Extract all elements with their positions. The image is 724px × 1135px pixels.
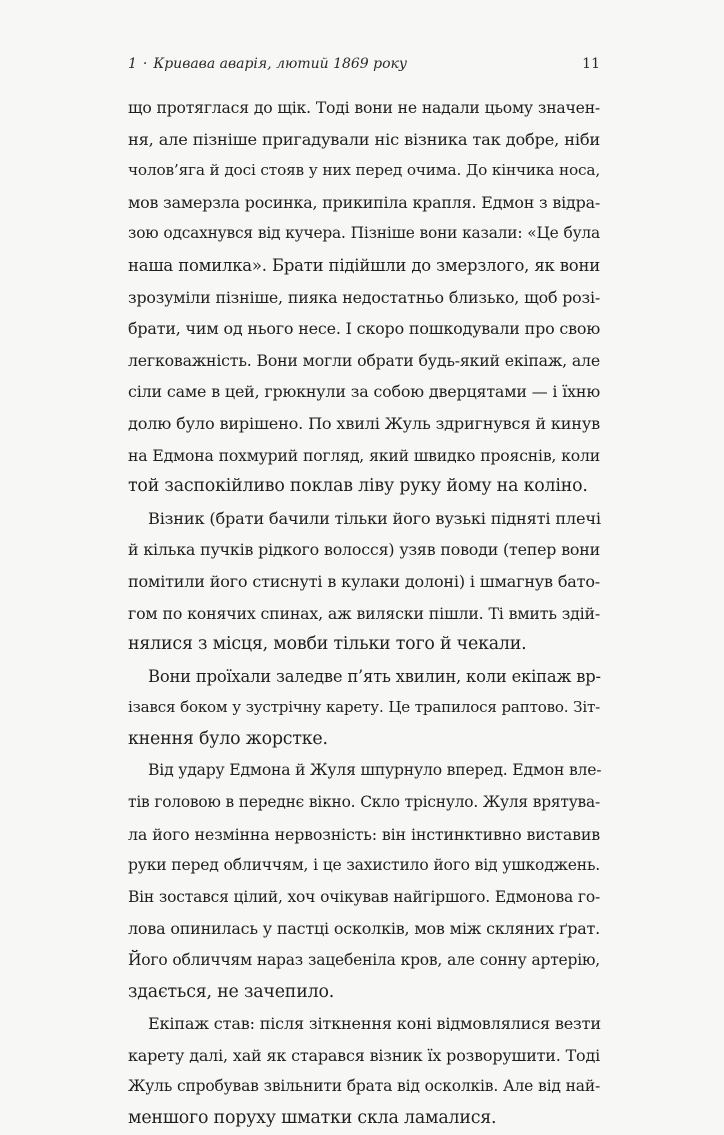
text-line: ізався боком у зустрічну карету. Це трапилося раптово. Зіт- <box>128 698 600 717</box>
chapter-heading <box>128 56 407 72</box>
paragraph-5 <box>128 1008 600 1134</box>
text-line: легковажність. Вони могли обрати будь-який екіпаж, але <box>128 350 600 370</box>
text-line: брати, чим од нього несе. І скоро пошкодували про свою <box>128 319 600 339</box>
text-line: нялися з місця, мовби тільки того й чекали. <box>128 634 527 655</box>
text-line: лова опинилась у пастці осколків, мов між скляних ґрат. <box>128 919 600 939</box>
text-line: Він зостався цілий, хоч очікував найгіршого. Едмонова го- <box>128 887 600 906</box>
chapter-title: Кривава аварія, лютий 1869 року <box>153 56 408 72</box>
text-line: мов замерзла росинка, прикипіла крапля. Едмон з відра- <box>128 192 600 212</box>
text-line: сіли саме в цей, грюкнули за собою дверцятами — і їхню <box>128 382 600 402</box>
paragraph-3 <box>128 661 600 756</box>
text-line: Жуль спробував звільнити брата від осколків. Але від най- <box>128 1077 600 1096</box>
paragraph-2 <box>128 503 600 661</box>
running-header <box>128 56 600 78</box>
text-line: Від удару Едмона й Жуля шпурнуло вперед. Едмон вле- <box>148 761 602 780</box>
text-line: ня, але пізніше пригадували ніс візника так добре, ніби <box>128 129 600 149</box>
text-line: наша помилка». Брати підійшли до змерзлого, як вони <box>128 255 600 275</box>
text-line: Вони проїхали заледве п’ять хвилин, коли екіпаж вр- <box>148 666 601 686</box>
text-line: Екіпаж став: після зіткнення коні відмовлялися везти <box>148 1014 601 1034</box>
text-line: чолов’яга й досі стояв у них перед очима. До кінчика носа, <box>128 161 600 180</box>
paragraph-4 <box>128 755 600 1008</box>
header-separator: · <box>142 56 148 72</box>
text-line: Його обличчям нараз зацебеніла кров, але сонну артерію, <box>128 951 600 970</box>
text-line: гом по конячих спинах, аж виляски пішли. Ті вмить здій- <box>128 603 600 623</box>
text-line: що протяглася до щік. Тоді вони не надали цьому значен- <box>128 98 600 117</box>
text-line: зрозуміли пізніше, пияка недостатньо близько, щоб розі- <box>128 287 600 307</box>
text-line: руки перед обличчям, і це захистило його від ушкоджень. <box>128 856 600 875</box>
body-text <box>128 92 600 1135</box>
text-line: долю було вирішено. По хвилі Жуль здригнувся й кинув <box>128 413 600 433</box>
text-line: здається, не зачепило. <box>128 981 335 1002</box>
text-line: меншого поруху шматки скла ламалися. <box>128 1108 497 1128</box>
text-line: й кілька пучків рідкого волосся) узяв поводи (тепер вони <box>128 540 600 560</box>
text-line: тів головою в переднє вікно. Скло тріснуло. Жуля врятува- <box>128 793 600 812</box>
text-line: Візник (брати бачили тільки його вузькі підняті плечі <box>148 508 601 528</box>
text-line: на Едмона похмурий погляд, який швидко прояснів, коли <box>128 445 600 465</box>
text-line: зою одсахнувся від кучера. Пізніше вони казали: «Це була <box>128 224 600 243</box>
text-line: ла його незмінна нервозність: він інстинктивно виставив <box>128 824 600 844</box>
text-line: той заспокійливо поклав ліву руку йому на коліно. <box>128 476 588 497</box>
text-line: помітили його стиснуті в кулаки долоні) і шмагнув бато- <box>128 571 600 591</box>
page-number: 11 <box>582 56 600 72</box>
paragraph-1 <box>128 92 600 503</box>
chapter-number: 1 <box>128 56 137 72</box>
text-line: карету далі, хай як старався візник їх розворушити. Тоді <box>128 1045 600 1065</box>
text-line: кнення було жорстке. <box>128 728 328 749</box>
